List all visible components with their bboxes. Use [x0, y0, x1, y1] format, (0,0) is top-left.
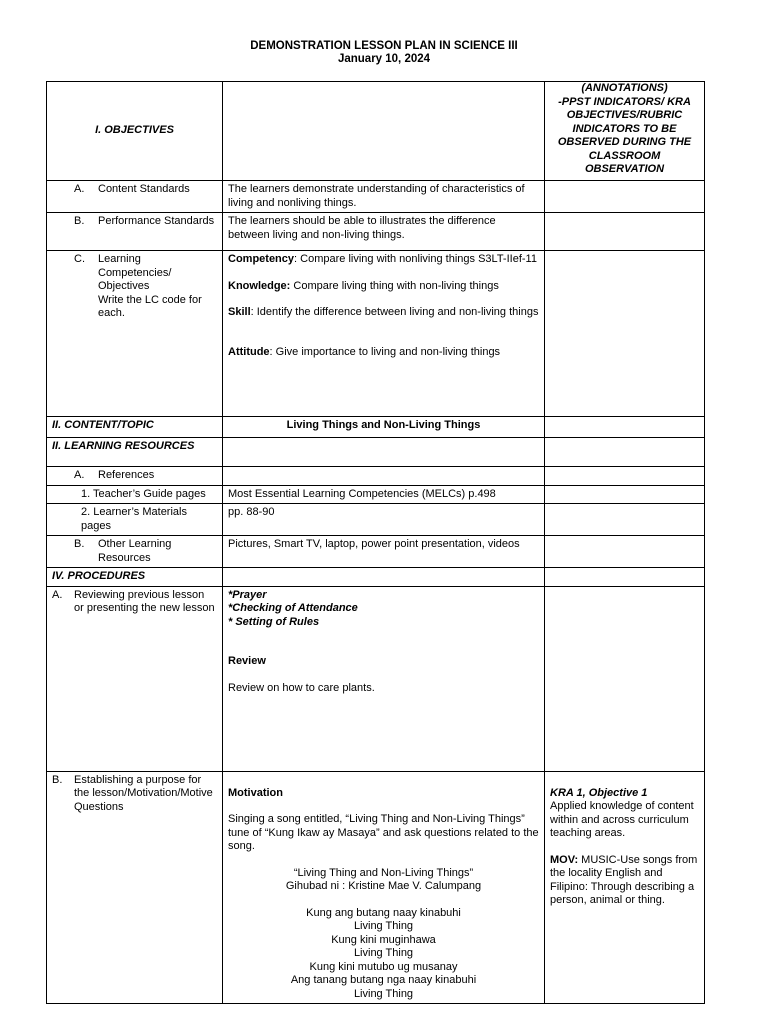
- attitude-label: Attitude: [228, 345, 270, 358]
- objectives-label: I. OBJECTIVES: [95, 124, 174, 137]
- song-title: “Living Thing and Non-Living Things”: [293, 866, 474, 879]
- mov-label: MOV:: [550, 853, 579, 866]
- lesson-plan-table: [46, 81, 705, 1004]
- other-resources-label: Other Learning Resources: [98, 538, 172, 564]
- mov-text: MUSIC-Use songs from the locality English and Filipino: Through describing a person, animal or thing.: [550, 853, 698, 906]
- item-letter: B.: [74, 538, 85, 550]
- content-topic-row: [47, 417, 705, 438]
- procedure-item: * Setting of Rules: [228, 615, 320, 628]
- procedure-a-row: [47, 586, 705, 771]
- item-letter: A.: [74, 469, 85, 481]
- content-standards-label: Content Standards: [98, 183, 190, 195]
- document-title: [0, 40, 768, 66]
- performance-standards-row: [47, 213, 705, 251]
- skill-text: : Identify the difference between living and non-living things: [250, 306, 539, 318]
- lyric-line: Living Thing: [353, 920, 414, 932]
- references-row: [47, 467, 705, 486]
- other-resources-row: [47, 536, 705, 568]
- motivation-text: Singing a song entitled, “Living Thing and Non-Living Things” tune of “Kung Ikaw ay Masaya” and ask questions related to the song.: [228, 813, 539, 852]
- lyric-line: Ang tanang butang nga naay kinabuhi: [290, 974, 477, 986]
- topic-title: Living Things and Non-Living Things: [286, 419, 481, 431]
- procedure-item: *Prayer: [228, 588, 267, 601]
- item-letter: A.: [74, 183, 85, 195]
- competencies-note: Write the LC code for each.: [98, 293, 202, 319]
- item-letter: A.: [52, 588, 63, 601]
- teachers-guide-row: [47, 485, 705, 504]
- learners-materials-label: 2. Learner’s Materials pages: [81, 506, 187, 532]
- teachers-guide-label: 1. Teacher’s Guide pages: [81, 487, 206, 500]
- procedure-a-label: Reviewing previous lesson or presenting the new lesson: [74, 588, 215, 614]
- lesson-plan-date: January 10, 2024: [337, 53, 431, 65]
- objectives-header-row: [47, 82, 705, 181]
- performance-standards-text: The learners should be able to illustrates the difference between living and non-living things.: [223, 213, 545, 251]
- lyric-line: Living Thing: [353, 947, 414, 959]
- learning-competencies-row: [47, 251, 705, 417]
- performance-standards-label: Performance Standards: [98, 215, 215, 227]
- item-letter: B.: [74, 215, 85, 227]
- procedures-label: IV. PROCEDURES: [52, 570, 146, 582]
- item-letter: B.: [52, 773, 63, 786]
- attitude-text: : Give importance to living and non-living things: [269, 345, 501, 358]
- motivation-label: Motivation: [228, 786, 283, 799]
- lyric-line: Kung ang butang naay kinabuhi: [306, 906, 461, 919]
- knowledge-label: Knowledge:: [228, 279, 291, 292]
- teachers-guide-value: Most Essential Learning Competencies (MELCs) p.498: [223, 485, 545, 504]
- kra-label: KRA 1, Objective 1: [550, 786, 648, 799]
- references-label: References: [98, 469, 155, 481]
- content-topic-label: II. CONTENT/TOPIC: [52, 419, 154, 431]
- lyric-line: Living Thing: [353, 987, 414, 1000]
- lyric-line: Kung kini muginhawa: [331, 933, 436, 946]
- learning-resources-row: [47, 438, 705, 467]
- annotations-header: (ANNOTATIONS) -PPST INDICATORS/ KRA OBJECTIVES/RUBRIC INDICATORS TO BE OBSERVED DURING THE CLASSROOM OBSERVATION: [545, 82, 705, 181]
- item-letter: C.: [74, 253, 85, 265]
- other-resources-value: Pictures, Smart TV, laptop, power point presentation, videos: [223, 536, 545, 568]
- learners-materials-row: [47, 504, 705, 536]
- skill-label: Skill: [228, 306, 251, 318]
- procedure-item: *Checking of Attendance: [228, 602, 358, 614]
- learners-materials-value: pp. 88-90: [223, 504, 545, 536]
- competency-text: : Compare living with nonliving things S3LT-IIef-11: [294, 253, 537, 265]
- procedure-b-label: Establishing a purpose for the lesson/Motivation/Motive Questions: [74, 773, 213, 813]
- content-standards-text: The learners demonstrate understanding of characteristics of living and nonliving things.: [223, 181, 545, 213]
- song-author: Gihubad ni : Kristine Mae V. Calumpang: [285, 880, 482, 892]
- procedures-row: [47, 568, 705, 587]
- learning-resources-label: II. LEARNING RESOURCES: [52, 440, 195, 452]
- competency-label: Competency: [228, 253, 295, 265]
- content-standards-row: [47, 181, 705, 213]
- competencies-label: Learning Competencies/ Objectives: [98, 253, 172, 292]
- knowledge-text: Compare living thing with non-living things: [290, 279, 499, 292]
- lyric-line: Kung kini mutubo ug musanay: [309, 960, 458, 973]
- procedure-b-row: [47, 771, 705, 1004]
- review-label: Review: [228, 655, 266, 667]
- kra-text: Applied knowledge of content within and across curriculum teaching areas.: [550, 800, 694, 839]
- lesson-plan-title: DEMONSTRATION LESSON PLAN IN SCIENCE III: [250, 40, 518, 52]
- review-text: Review on how to care plants.: [228, 681, 375, 694]
